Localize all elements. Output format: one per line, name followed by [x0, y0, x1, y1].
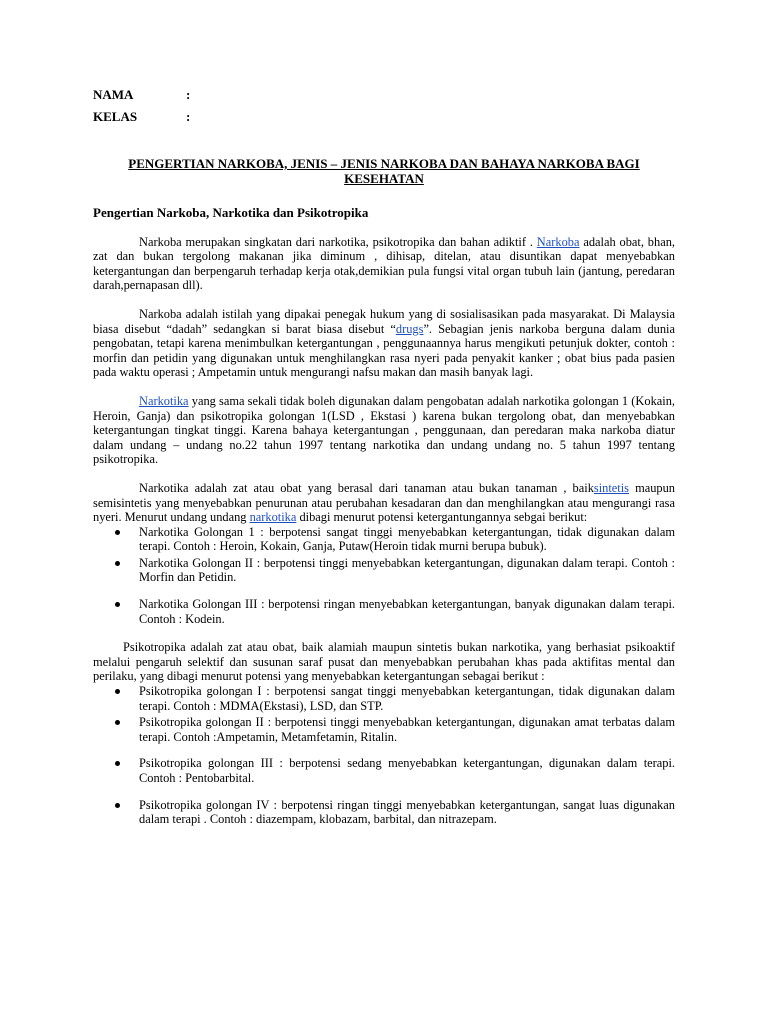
- bullet-icon: [115, 720, 120, 725]
- paragraph-narkoba-istilah: [93, 307, 675, 380]
- section-title: Pengertian Narkoba, Narkotika dan Psikotropika: [93, 205, 369, 220]
- bullet-icon: [115, 561, 120, 566]
- kelas-label: KELAS: [93, 109, 138, 124]
- paragraph-narkotika-definition: [93, 481, 675, 525]
- link-narkotika-2[interactable]: narkotika: [249, 510, 297, 525]
- list-item-text: Psikotropika golongan III : berpotensi sedang menyebabkan ketergantungan, digunakan dalam terapi. Contoh : Pentobarbital.: [139, 756, 675, 785]
- link-narkoba[interactable]: Narkoba: [536, 234, 580, 249]
- list-item: [93, 715, 675, 744]
- paragraph-psikotropika-definition: Psikotropika adalah zat atau obat, baik alamiah maupun sintetis bukan narkotika, yang berhasiat psikoaktif melalui pengaruh selektif dan susunan saraf pusat dan menyebabkan perubahan khas pada aktifitas mental dan perilaku, yang dibagi menurut potensi yang menyebabkan ketergantungan sebagai berikut :: [93, 640, 675, 684]
- list-item-text: Narkotika Golongan II : berpotensi tinggi menyebabkan ketergantungan, digunakan dalam terapi. Contoh : Morfin dan Petidin.: [139, 555, 675, 585]
- document-body: [93, 88, 675, 841]
- p4-text-1: Narkotika adalah zat atau obat yang berasal dari tanaman atau bukan tanaman , baik: [139, 480, 594, 495]
- list-item: [93, 597, 675, 626]
- link-sintetis[interactable]: sintetis: [593, 480, 629, 495]
- p1-text-2: adalah obat, bhan, zat dan bukan tergolong makanan jika diminum , dihisap, ditelan, atau disuntikan dapat menyebabkan ketergantungan dan berpengaruh terhadap kerja otak,demikian pula fungsi vital organ tubuh lain (jantung, peredaran darah,pernapasan dll).: [93, 234, 675, 293]
- link-drugs[interactable]: drugs: [395, 321, 424, 336]
- bullet-icon: [115, 803, 120, 808]
- list-item: [93, 525, 675, 554]
- psikotropika-list: [93, 684, 675, 827]
- list-item-text: Psikotropika golongan II : berpotensi tinggi menyebabkan ketergantungan, digunakan amat terbatas dalam terapi. Contoh :Ampetamin, Metamfetamin, Ritalin.: [139, 715, 675, 744]
- p4-text-2: maupun semisintetis yang menyebabkan penurunan atau perubahan kesadaran dan dan menghilangkan atau mengurangi rasa nyeri. Menurut undang undang: [93, 480, 675, 525]
- list-item-text: Narkotika Golongan III : berpotensi ringan menyebabkan ketergantungan, banyak digunakan dalam terapi. Contoh : Kodein.: [139, 597, 675, 626]
- list-item: [93, 556, 675, 585]
- list-item: [93, 684, 675, 713]
- list-item: [93, 798, 675, 827]
- bullet-icon: [115, 530, 120, 535]
- kelas-colon: :: [186, 109, 191, 124]
- paragraph-narkoba-definition: [93, 235, 675, 293]
- bullet-icon: [115, 602, 120, 607]
- nama-colon: :: [186, 87, 191, 102]
- p3-text-1: yang sama sekali tidak boleh digunakan dalam pengobatan adalah narkotika golongan 1 (Kokain, Heroin, Ganja) dan psikotropika golongan 1(LSD , Ekstasi ) karena bukan tergolong obat, dan menyebabkan ketergantungan tingkat tinggi. Karena bahaya ketergantungan , penggunaan, dan peredaran maka narkoba diatur dalam undang – undang no.22 tahun 1997 tentang narkotika dan undang undang no. 5 tahun 1997 tentang psikotropika.: [93, 393, 675, 467]
- p2-text-2: ”. Sebagian jenis narkoba berguna dalam dunia pengobatan, tetapi karena menimbulkan ketergantungan , penggunaannya harus mengikuti petunjuk dokter, contoh : morfin dan petidin yang digunakan untuk menghilangkan rasa nyeri pada penyakit kanker ; obat bius pada pasien pada waktu operasi ; Ampetamin untuk mengurangi nafsu makan dan masih banyak lagi.: [93, 321, 675, 380]
- list-item: [93, 756, 675, 785]
- p4-text-3: dibagi menurut potensi ketergantungannya sebgai berikut:: [296, 510, 588, 525]
- document-title: PENGERTIAN NARKOBA, JENIS – JENIS NARKOBA DAN BAHAYA NARKOBA BAGI KESEHATAN: [128, 156, 640, 186]
- bullet-icon: [115, 761, 120, 766]
- narkotika-list: [93, 525, 675, 627]
- list-item-text: Narkotika Golongan 1 : berpotensi sangat tinggi menyebabkan ketergantungan, tidak digunakan dalam terapi. Contoh : Heroin, Kokain, Ganja, Putaw(Heroin tidak murni berupa bubuk).: [139, 524, 675, 554]
- link-narkotika[interactable]: Narkotika: [139, 393, 189, 408]
- nama-row: [93, 88, 675, 110]
- bullet-icon: [115, 689, 120, 694]
- p2-text-1: Narkoba adalah istilah yang dipakai penegak hukum yang di sosialisasikan pada masyarakat. Di Malaysia biasa disebut “dadah” sedangkan si barat biasa disebut “: [93, 306, 675, 336]
- paragraph-narkotika-golongan: [93, 394, 675, 467]
- kelas-row: [93, 110, 675, 132]
- nama-label: NAMA: [93, 87, 134, 102]
- p1-text-1: Narkoba merupakan singkatan dari narkotika, psikotropika dan bahan adiktif .: [139, 234, 537, 249]
- list-item-text: Psikotropika golongan I : berpotensi sangat tinggi menyebabkan ketergantungan, tidak digunakan dalam terapi. Contoh : MDMA(Ekstasi), LSD, dan STP.: [139, 684, 675, 713]
- list-item-text: Psikotropika golongan IV : berpotensi ringan tinggi menyebabkan ketergantungan, sangat luas digunakan dalam terapi . Contoh : diazempam, klobazam, barbital, dan nitrazepam.: [139, 797, 675, 827]
